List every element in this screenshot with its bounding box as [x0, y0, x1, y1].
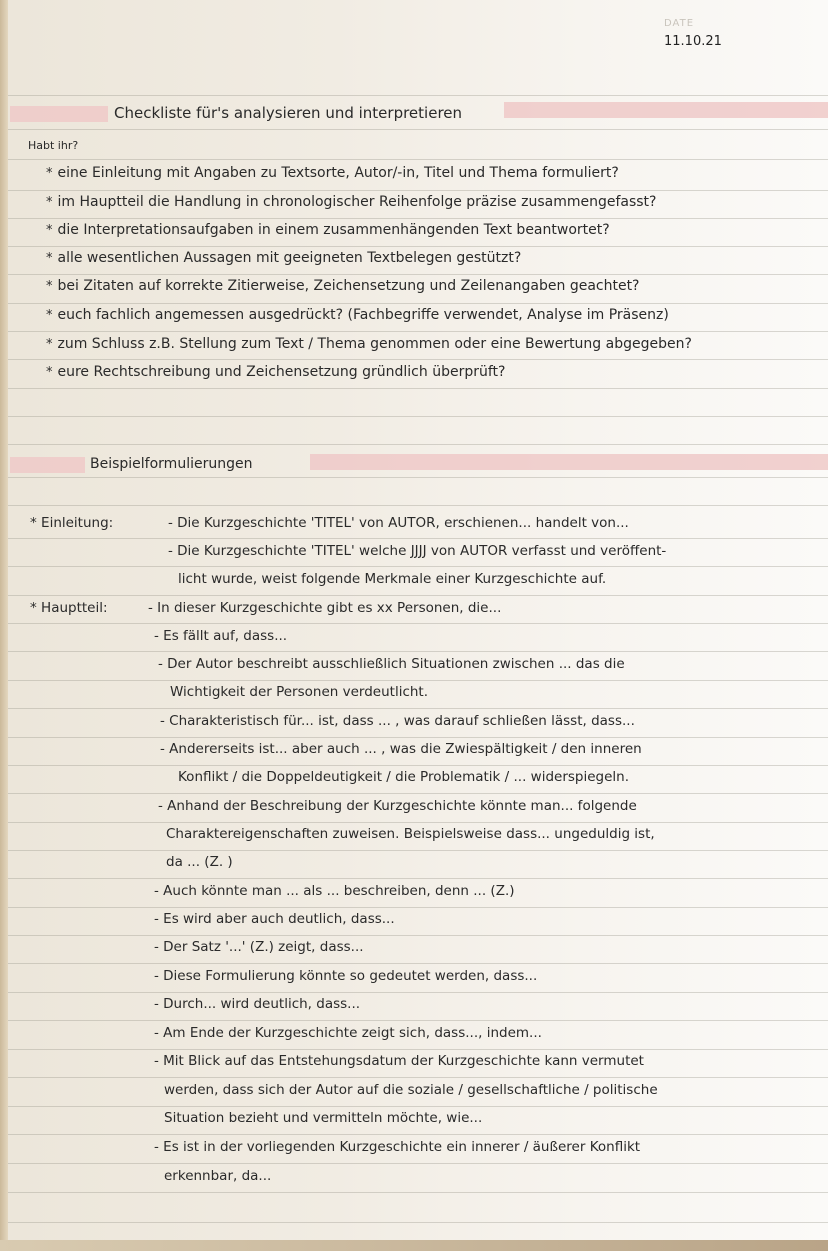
example-line: - Die Kurzgeschichte 'TITEL' welche JJJJ von AUTOR verfasst und veröffent-: [168, 543, 667, 559]
checklist-intro: Habt ihr?: [28, 139, 79, 152]
ruled-line: [8, 1163, 828, 1164]
example-line: - Der Autor beschreibt ausschließlich Situationen zwischen ... das die: [158, 656, 625, 672]
asterisk-icon: *: [46, 308, 53, 323]
ruled-line: [8, 935, 828, 936]
ruled-line: [8, 793, 828, 794]
checklist-item: * im Hauptteil die Handlung in chronologischer Reihenfolge präzise zusammengefasst?: [46, 194, 657, 210]
example-line: - Die Kurzgeschichte 'TITEL' von AUTOR, erschienen... handelt von...: [168, 515, 629, 531]
ruled-line: [8, 477, 828, 478]
example-line: licht wurde, weist folgende Merkmale einer Kurzgeschichte auf.: [178, 571, 607, 587]
ruled-line: [8, 303, 828, 304]
ruled-line: [8, 822, 828, 823]
asterisk-icon: *: [46, 195, 53, 210]
example-line: - Durch... wird deutlich, dass...: [154, 996, 361, 1012]
examples-title: Beispielformulierungen: [90, 456, 253, 472]
checklist-item: * euch fachlich angemessen ausgedrückt? (Fachbegriffe verwendet, Analyse im Präsenz): [46, 307, 669, 323]
ruled-line: [8, 331, 828, 332]
checklist-item: * bei Zitaten auf korrekte Zitierweise, Zeichensetzung und Zeilenangaben geachtet?: [46, 278, 640, 294]
checklist-item: * alle wesentlichen Aussagen mit geeigneten Textbelegen gestützt?: [46, 250, 522, 266]
example-line: - Andererseits ist... aber auch ... , was die Zwiespältigkeit / den inneren: [160, 741, 642, 757]
asterisk-icon: *: [46, 223, 53, 238]
example-line: werden, dass sich der Autor auf die soziale / gesellschaftliche / politische: [164, 1082, 658, 1098]
ruled-line: [8, 765, 828, 766]
ruled-line: [8, 218, 828, 219]
checklist-item: * eure Rechtschreibung und Zeichensetzung gründlich überprüft?: [46, 364, 506, 380]
ruled-line: [8, 566, 828, 567]
date-label: DATE: [664, 18, 695, 29]
example-line: - Charakteristisch für... ist, dass ... , was darauf schließen lässt, dass...: [160, 713, 635, 729]
ruled-line: [8, 878, 828, 879]
example-line: Wichtigkeit der Personen verdeutlicht.: [170, 684, 429, 700]
example-line: - Es fällt auf, dass...: [154, 628, 288, 644]
ruled-line: [8, 1192, 828, 1193]
highlight-bar-right: [504, 102, 828, 118]
ruled-line: [8, 595, 828, 596]
ruled-line: [8, 737, 828, 738]
notebook-binding: [0, 0, 8, 1251]
example-line: Charaktereigenschaften zuweisen. Beispielsweise dass... ungeduldig ist,: [166, 826, 655, 842]
ruled-line: [8, 1020, 828, 1021]
ruled-line: [8, 992, 828, 993]
asterisk-icon: *: [46, 279, 53, 294]
example-line: - Es ist in der vorliegenden Kurzgeschichte ein innerer / äußerer Konflikt: [154, 1139, 641, 1155]
example-line: - Auch könnte man ... als ... beschreiben, denn ... (Z.): [154, 883, 515, 899]
ruled-line: [8, 1134, 828, 1135]
ruled-line: [8, 359, 828, 360]
ruled-line: [8, 444, 828, 445]
ruled-line: [8, 623, 828, 624]
ruled-line: [8, 651, 828, 652]
ruled-line: [8, 1222, 828, 1223]
highlight-bar-left: [10, 106, 108, 122]
asterisk-icon: *: [46, 166, 53, 181]
ruled-line: [8, 680, 828, 681]
ruled-line: [8, 95, 828, 96]
ruled-line: [8, 538, 828, 539]
notebook-page: [8, 0, 828, 1240]
example-line: - Mit Blick auf das Entstehungsdatum der Kurzgeschichte kann vermutet: [154, 1053, 644, 1069]
checklist-item: * die Interpretationsaufgaben in einem zusammenhängenden Text beantwortet?: [46, 222, 610, 238]
section-label-einleitung: * Einleitung:: [30, 515, 114, 531]
ruled-line: [8, 963, 828, 964]
highlight-bar-left: [10, 457, 85, 473]
example-line: erkennbar, da...: [164, 1168, 272, 1184]
example-line: - Es wird aber auch deutlich, dass...: [154, 911, 395, 927]
asterisk-icon: *: [46, 251, 53, 266]
ruled-line: [8, 708, 828, 709]
date-value: 11.10.21: [664, 34, 722, 49]
example-line: - Diese Formulierung könnte so gedeutet werden, dass...: [154, 968, 538, 984]
highlight-bar-right: [310, 454, 828, 470]
checklist-item: * zum Schluss z.B. Stellung zum Text / Thema genommen oder eine Bewertung abgegeben?: [46, 336, 692, 352]
ruled-line: [8, 1049, 828, 1050]
ruled-line: [8, 388, 828, 389]
date-box: [656, 14, 828, 76]
example-line: - Anhand der Beschreibung der Kurzgeschichte könnte man... folgende: [158, 798, 637, 814]
ruled-line: [8, 159, 828, 160]
checklist-item: * eine Einleitung mit Angaben zu Textsorte, Autor/-in, Titel und Thema formuliert?: [46, 165, 619, 181]
ruled-line: [8, 416, 828, 417]
asterisk-icon: *: [46, 337, 53, 352]
page-bottom-edge: [0, 1240, 828, 1251]
section-label-hauptteil: * Hauptteil:: [30, 600, 108, 616]
ruled-line: [8, 1106, 828, 1107]
ruled-line: [8, 1077, 828, 1078]
ruled-line: [8, 190, 828, 191]
example-line: da ... (Z. ): [166, 854, 233, 870]
ruled-line: [8, 907, 828, 908]
checklist-title: Checkliste für's analysieren und interpretieren: [114, 104, 463, 122]
example-line: Konflikt / die Doppeldeutigkeit / die Problematik / ... widerspiegeln.: [178, 769, 630, 785]
ruled-line: [8, 246, 828, 247]
ruled-line: [8, 274, 828, 275]
asterisk-icon: *: [46, 365, 53, 380]
example-line: - In dieser Kurzgeschichte gibt es xx Personen, die...: [148, 600, 502, 616]
example-line: - Am Ende der Kurzgeschichte zeigt sich, dass..., indem...: [154, 1025, 542, 1041]
ruled-line: [8, 505, 828, 506]
example-line: - Der Satz '...' (Z.) zeigt, dass...: [154, 939, 364, 955]
ruled-line: [8, 850, 828, 851]
example-line: Situation bezieht und vermitteln möchte, wie...: [164, 1110, 483, 1126]
ruled-line: [8, 129, 828, 130]
